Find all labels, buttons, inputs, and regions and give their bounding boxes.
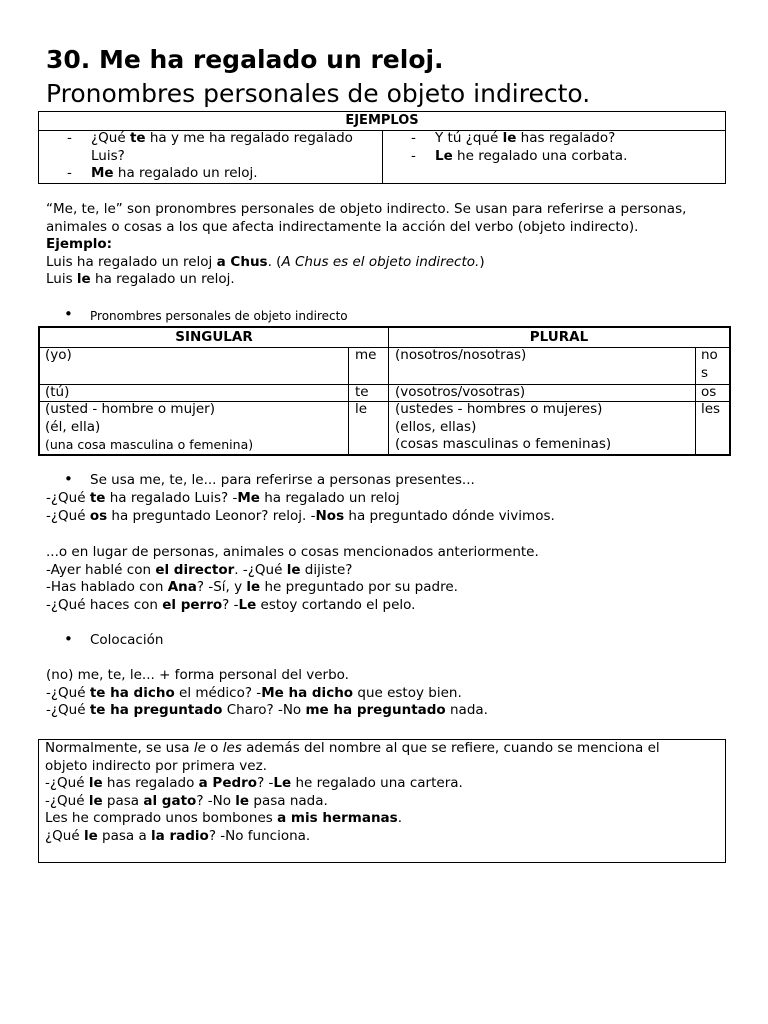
table-cell: (yo) xyxy=(45,347,72,363)
colocacion-examples: (no) me, te, le... + forma personal del verbo. -¿Qué te ha dicho el médico? -Me ha dicho que estoy bien. -¿Qué te ha preguntado Charo? -No me ha preguntado nada. xyxy=(46,667,488,718)
table-cell: le xyxy=(355,401,368,417)
table-cell: me xyxy=(355,347,377,363)
intro-paragraph: “Me, te, le” son pronombres personales de objeto indirecto. Se usan para referirse a personas, animales o cosas a los que afecta indirectamente la acción del verbo (objeto indirecto). Ejemplo: Luis ha regalado un reloj a Chus. (A Chus es el objeto indirecto.) Luis le ha regalado un reloj. xyxy=(46,201,687,287)
table-cell: no s xyxy=(701,347,718,381)
table-cell: (vosotros/vosotras) xyxy=(395,384,526,400)
examples-right-cell xyxy=(411,130,711,165)
example-item: - Me ha regalado un reloj. xyxy=(67,165,258,181)
bullet-icon: • xyxy=(64,305,73,323)
examples-table xyxy=(38,111,726,184)
plural-header: PLURAL xyxy=(529,329,589,345)
examples-left-cell xyxy=(67,130,379,183)
bullet-icon: • xyxy=(64,630,73,648)
example-item: - Le he regalado una corbata. xyxy=(411,147,628,164)
section2: ...o en lugar de personas, animales o cosas mencionados anteriormente. -Ayer hablé con el director. -¿Qué le dijiste? -Has hablado con Ana? -Sí, y le he preguntado por su padre. -¿Qué haces con el perro? -Le estoy cortando el pelo. xyxy=(46,544,539,613)
bullet-icon: • xyxy=(64,470,73,488)
table-title: Pronombres personales de objeto indirecto xyxy=(90,309,348,323)
table-cell: (nosotros/nosotras) xyxy=(395,347,527,363)
page-subtitle: Pronombres personales de objeto indirecto. xyxy=(46,79,591,108)
table-cell: os xyxy=(701,384,717,400)
pronouns-table xyxy=(38,326,731,456)
examples-header: EJEMPLOS xyxy=(39,112,725,131)
example-item: - Y tú ¿qué le has regalado? xyxy=(411,130,616,146)
table-cell: te xyxy=(355,384,369,400)
note-box: Normalmente, se usa le o les además del nombre al que se refiere, cuando se menciona el objeto indirecto por primera vez. -¿Qué le has regalado a Pedro? -Le he regalado una cartera. -¿Qué le pasa al gato? -No le pasa nada. Les he comprado unos bombones a mis hermanas. ¿Qué le pasa a la radio? -No funciona. xyxy=(38,739,726,863)
page-title: 30. Me ha regalado un reloj. xyxy=(46,45,444,74)
table-cell: (ustedes - hombres o mujeres) (ellos, ellas) (cosas masculinas o femeninas) xyxy=(395,401,612,452)
section1-examples: -¿Qué te ha regalado Luis? -Me ha regalado un reloj -¿Qué os ha preguntado Leonor? reloj. -Nos ha preguntado dónde vivimos. xyxy=(46,490,555,524)
table-cell: (usted - hombre o mujer) (él, ella) (una cosa masculina o femenina) xyxy=(45,401,254,452)
singular-header: SINGULAR xyxy=(175,329,253,345)
section1-bullet: Se usa me, te, le... para referirse a personas presentes... xyxy=(90,472,475,488)
example-item: - ¿Qué te ha y me ha regalado regalado Luis? xyxy=(67,130,353,164)
colocacion-bullet: Colocación xyxy=(90,632,164,648)
table-cell: (tú) xyxy=(45,384,70,400)
table-cell: les xyxy=(701,401,721,417)
